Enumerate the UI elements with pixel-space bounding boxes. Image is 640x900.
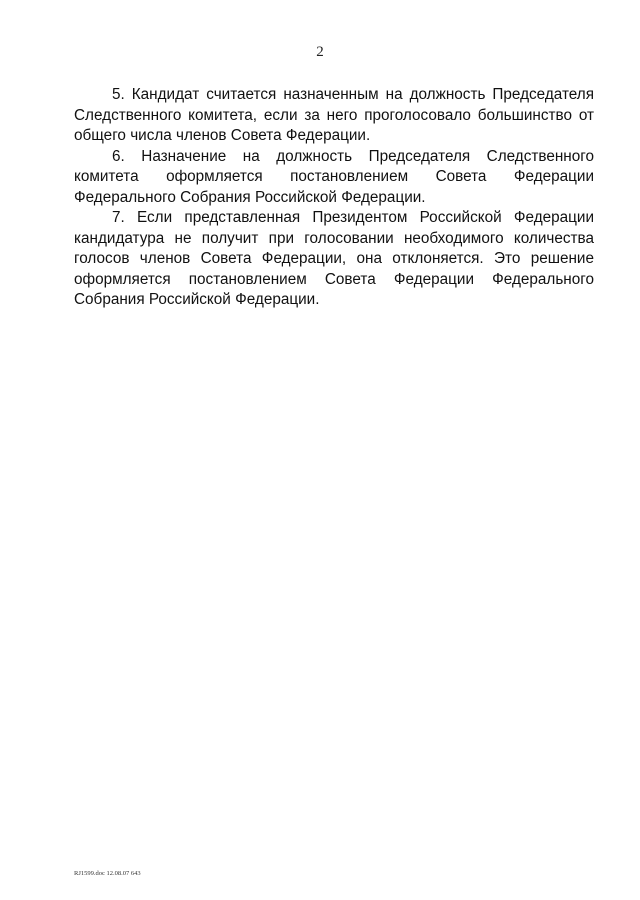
paragraph-6: 6. Назначение на должность Председателя Следственного комитета оформляется постановлением Совета Федерации Федерального Собрания Российской Федерации. <box>74 147 594 206</box>
page-number: 2 <box>316 44 324 60</box>
paragraph-7: 7. Если представленная Президентом Российской Федерации кандидатура не получит при голосовании необходимого количества голосов членов Совета Федерации, она отклоняется. Это решение оформляется постановлением Совета Федерации Федерального Собрания Российской Федерации. <box>74 209 594 308</box>
document-body <box>74 85 594 311</box>
paragraph-5: 5. Кандидат считается назначенным на должность Председателя Следственного комитета, если за него проголосовало большинство от общего числа членов Совета Федерации. <box>74 86 594 144</box>
document-footer-code: RJ1599.doc 12.08.07 643 <box>74 870 141 877</box>
